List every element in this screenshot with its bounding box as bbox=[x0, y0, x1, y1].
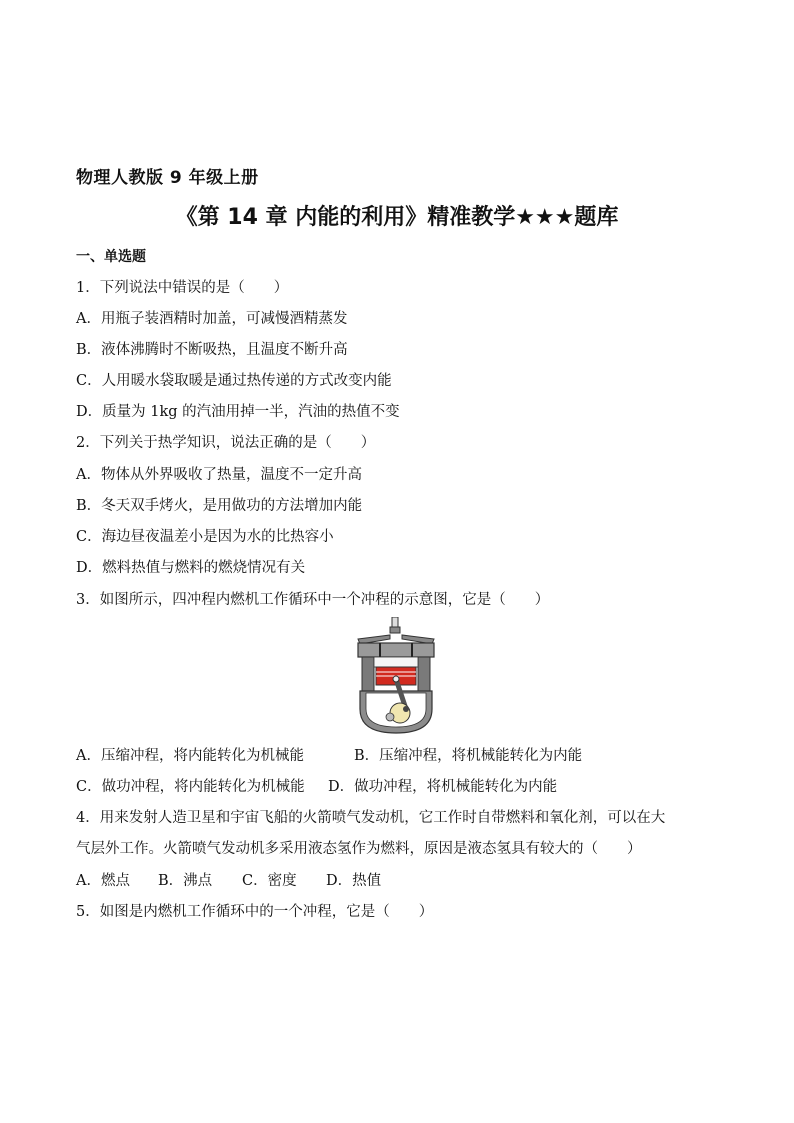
question-1-option-a: A．用瓶子装酒精时加盖，可减慢酒精蒸发 bbox=[76, 311, 348, 327]
question-1-option-c: C．人用暖水袋取暖是通过热传递的方式改变内能 bbox=[76, 373, 392, 389]
question-1-option-b: B．液体沸腾时不断吸热，且温度不断升高 bbox=[76, 342, 348, 358]
document-subtitle: 物理人教版 9 年级上册 bbox=[76, 168, 259, 188]
question-4-stem-line-2: 气层外工作。火箭喷气发动机多采用液态氢作为燃料，原因是液态氢具有较大的（ ） bbox=[76, 841, 642, 857]
question-4-options-row bbox=[76, 869, 381, 890]
question-4-option-a: A．燃点 bbox=[76, 873, 130, 889]
question-2-option-c: C．海边昼夜温差小是因为水的比热容小 bbox=[76, 529, 334, 545]
section-heading: 一、单选题 bbox=[76, 249, 146, 265]
question-4-option-b: B．沸点 bbox=[158, 873, 213, 889]
question-1-stem: 1．下列说法中错误的是（ ） bbox=[76, 280, 289, 296]
question-2-stem: 2．下列关于热学知识，说法正确的是（ ） bbox=[76, 435, 376, 451]
question-3-option-a: A．压缩冲程，将内能转化为机械能 bbox=[76, 748, 304, 764]
question-3-options-row-1 bbox=[76, 744, 582, 765]
question-3-option-b: B．压缩冲程，将机械能转化为内能 bbox=[354, 748, 583, 764]
question-2-option-b: B．冬天双手烤火，是用做功的方法增加内能 bbox=[76, 498, 363, 514]
question-4-stem-line-1: 4．用来发射人造卫星和宇宙飞船的火箭喷气发动机，它工作时自带燃料和氧化剂，可以在大 bbox=[76, 810, 666, 826]
question-2-option-a: A．物体从外界吸收了热量，温度不一定升高 bbox=[76, 467, 362, 483]
engine-diagram-icon bbox=[350, 617, 442, 735]
question-2-option-d: D．燃料热值与燃料的燃烧情况有关 bbox=[76, 560, 306, 576]
question-1-option-d: D．质量为 1kg 的汽油用掉一半，汽油的热值不变 bbox=[76, 404, 400, 420]
question-4-option-d: D．热值 bbox=[326, 873, 382, 889]
question-3-option-d: D．做功冲程，将机械能转化为内能 bbox=[328, 779, 558, 795]
question-3-option-c: C．做功冲程，将内能转化为机械能 bbox=[76, 779, 305, 795]
question-3-options-row-2 bbox=[76, 775, 557, 796]
question-3-stem: 3．如图所示，四冲程内燃机工作循环中一个冲程的示意图，它是（ ） bbox=[76, 592, 550, 608]
question-5-stem: 5．如图是内燃机工作循环中的一个冲程，它是（ ） bbox=[76, 904, 434, 920]
document-title: 《第 14 章 内能的利用》精准教学★★★题库 bbox=[175, 205, 619, 230]
question-4-option-c: C．密度 bbox=[242, 873, 297, 889]
